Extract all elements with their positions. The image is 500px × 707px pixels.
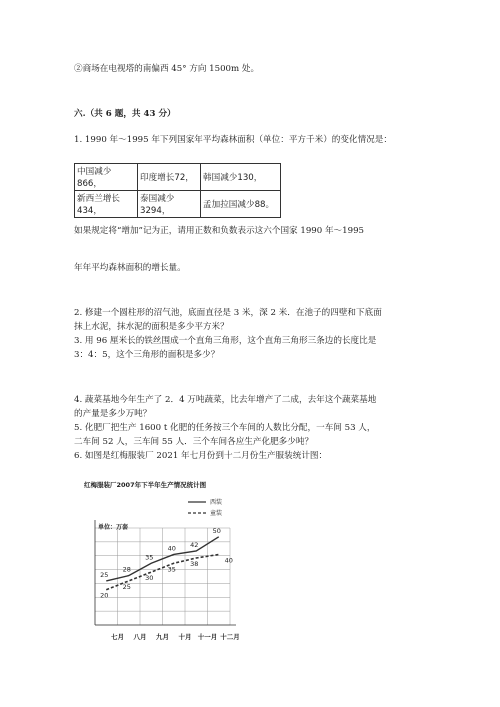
x-tick-label: 八月	[133, 633, 147, 640]
unit-label: 单位：万套	[98, 524, 129, 531]
question-5-line-2: 二车间 52 人，三车间 55 人．三个车间各应生产化肥多少吨？	[74, 437, 314, 447]
data-label: 20	[100, 591, 109, 600]
table-cell: 印度增长72，	[138, 164, 201, 191]
x-tick-label: 十一月	[197, 633, 218, 640]
data-label: 35	[167, 565, 176, 574]
question-3-line-1: 3. 用 96 厘米长的铁丝围成一个直角三角形，这个直角三角形三条边的长度比是	[74, 336, 377, 346]
data-label: 42	[190, 540, 199, 549]
table-cell: 泰国减少3294，	[138, 191, 201, 218]
table-row	[75, 191, 281, 218]
x-tick-label: 七月	[111, 633, 124, 640]
table-cell: 中国减少866，	[75, 164, 138, 191]
question-2-line-2: 抹上水泥，抹水泥的面积是多少平方米？	[74, 322, 229, 332]
legend-label: 童装	[210, 510, 223, 517]
chart-labels	[98, 523, 240, 640]
x-tick-label: 十二月	[220, 633, 240, 640]
data-label: 25	[100, 570, 109, 579]
question-3-line-2: 3：4：5，这个三角形的面积是多少？	[74, 350, 220, 360]
previous-answer-line: ②商场在电视塔的南偏西 45° 方向 1500m 处。	[74, 64, 260, 74]
production-line-chart	[70, 490, 250, 640]
x-tick-label: 九月	[156, 633, 169, 640]
chart-title: 红梅服装厂2007年下半年生产情况统计图	[84, 481, 207, 489]
legend-label: 西装	[210, 499, 223, 506]
question-1-text: 1. 1990 年～1995 年下列国家年平均森林面积（单位：平方千米）的变化情况是：	[74, 135, 392, 145]
table-cell: 新西兰增长434，	[75, 191, 138, 218]
forest-change-table	[74, 163, 281, 218]
question-2-line-1: 2. 修建一个圆柱形的沼气池，底面直径是 3 米，深 2 米．在池子的四壁和下底面	[74, 308, 382, 318]
chart-legend	[188, 498, 222, 517]
data-label: 28	[122, 565, 131, 574]
question-1-line-2: 如果规定将“增加”记为正，请用正数和负数表示这六个国家 1990 年～1995	[74, 226, 365, 236]
section-title: 六.（共 6 题，共 43 分）	[74, 109, 176, 119]
x-tick-label: 十月	[178, 633, 192, 640]
question-5-line-1: 5. 化肥厂把生产 1600 t 化肥的任务按三个车间的人数比分配，一车间 53 人，	[74, 423, 376, 433]
data-label: 40	[224, 556, 233, 565]
question-6-text: 6. 如图是红梅服装厂 2021 年七月份到十二月份生产服装统计图：	[74, 451, 328, 461]
data-label: 38	[190, 559, 199, 568]
data-label: 25	[122, 582, 131, 591]
data-label: 30	[145, 574, 154, 583]
data-label: 35	[145, 553, 154, 562]
chart-axes	[95, 520, 236, 625]
data-label: 40	[167, 544, 176, 553]
table-cell: 韩国减少130，	[201, 164, 281, 191]
question-4-line-1: 4. 蔬菜基地今年生产了 2．4 万吨蔬菜，比去年增产了二成，去年这个蔬菜基地	[74, 395, 377, 405]
table-cell: 孟加拉国减少88。	[201, 191, 281, 218]
question-4-line-2: 的产量是多少万吨？	[74, 409, 152, 419]
question-1-line-3: 年年平均森林面积的增长量。	[74, 263, 186, 273]
table-row	[75, 164, 281, 191]
data-label: 50	[212, 526, 221, 535]
